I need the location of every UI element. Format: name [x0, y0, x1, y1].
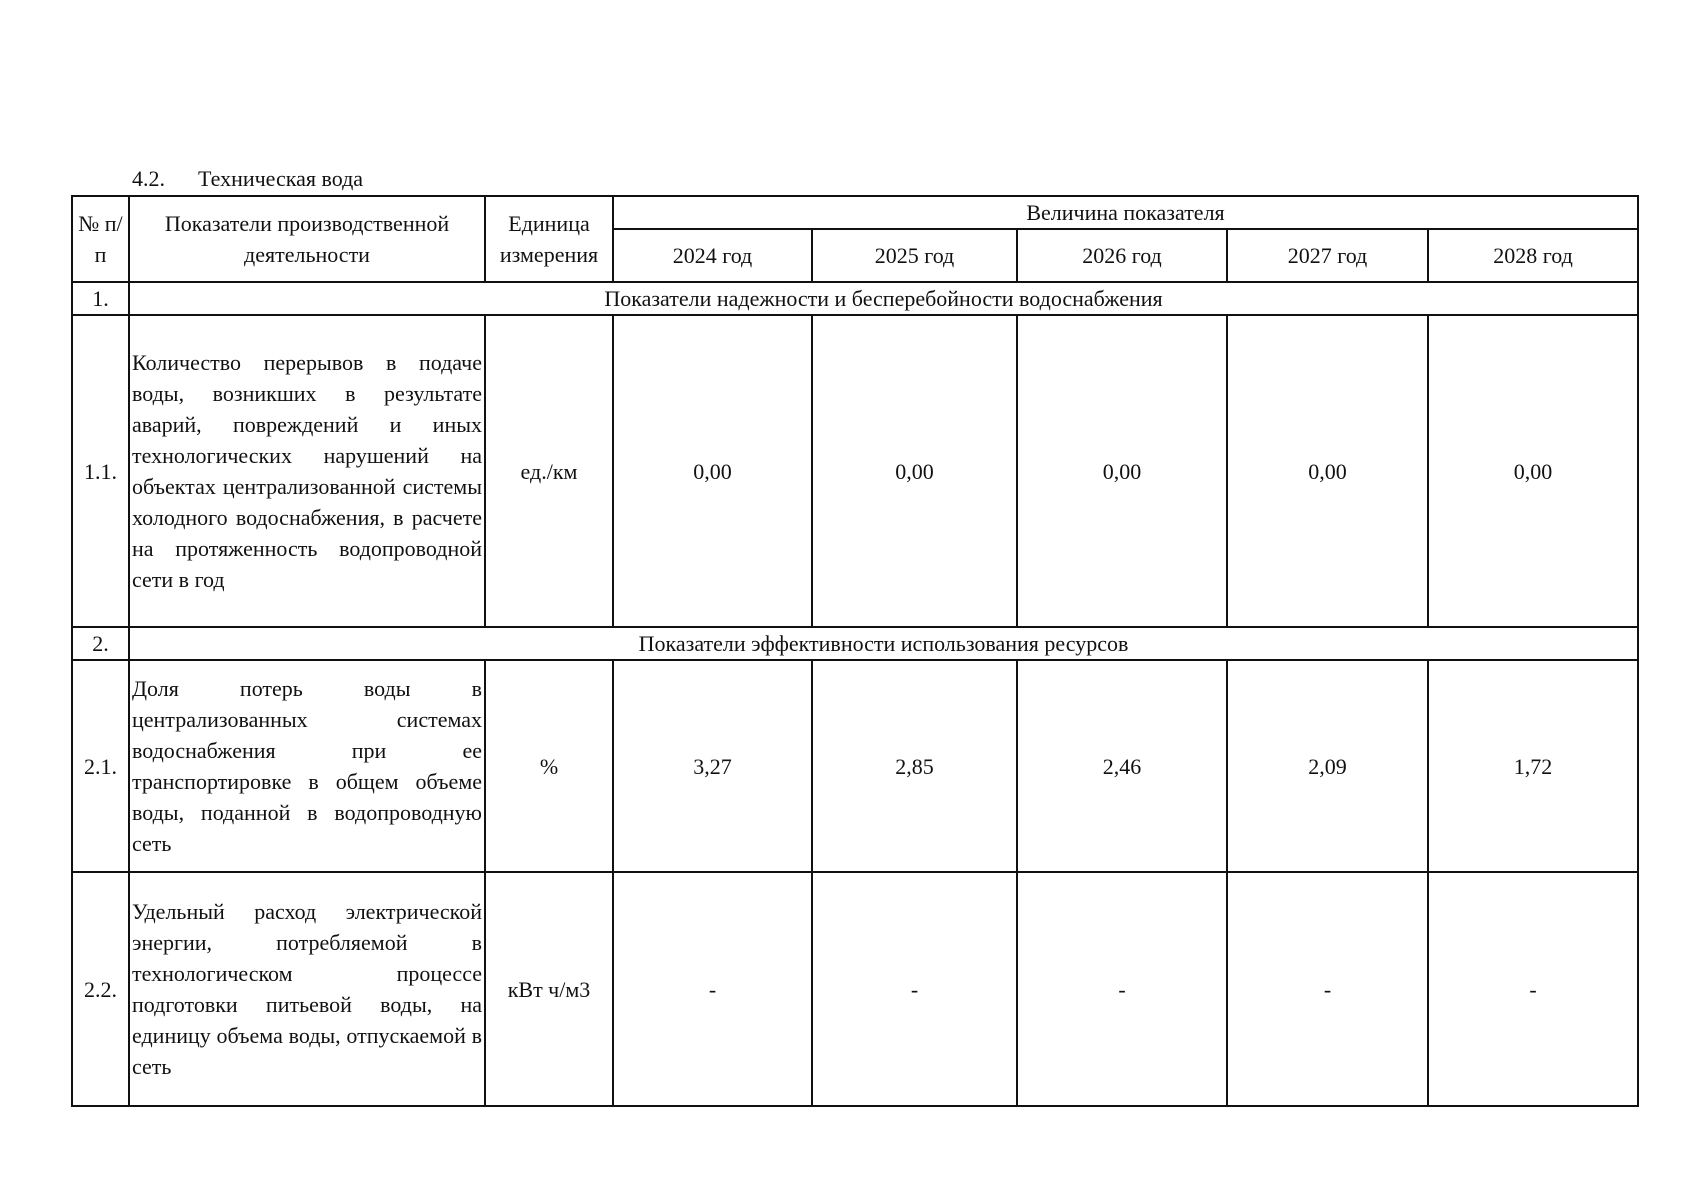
row-unit: ед./км — [485, 315, 613, 627]
row-value: - — [1227, 872, 1428, 1106]
row-value: - — [613, 872, 812, 1106]
table-row — [72, 315, 1638, 627]
row-value: 0,00 — [1017, 315, 1227, 627]
row-value: 1,72 — [1428, 660, 1638, 872]
row-value: 0,00 — [613, 315, 812, 627]
row-value: 2,46 — [1017, 660, 1227, 872]
header-value-group: Величина показателя — [613, 196, 1638, 229]
header-year: 2026 год — [1017, 229, 1227, 282]
row-indicator: Доля потерь воды в централизованных системах водоснабжения при ее транспортировке в общем объеме воды, поданной в водопроводную сеть — [129, 660, 485, 872]
header-year: 2025 год — [812, 229, 1017, 282]
row-unit: % — [485, 660, 613, 872]
table-row — [72, 872, 1638, 1106]
row-value: 0,00 — [1428, 315, 1638, 627]
row-value: 3,27 — [613, 660, 812, 872]
row-num: 2.2. — [72, 872, 129, 1106]
section-row — [72, 627, 1638, 660]
header-indicator: Показатели производственной деятельности — [129, 196, 485, 282]
section-title: Техническая вода — [198, 166, 364, 191]
section-row — [72, 282, 1638, 315]
row-num: 2.1. — [72, 660, 129, 872]
row-value: - — [812, 872, 1017, 1106]
row-indicator: Количество перерывов в подаче воды, возникших в результате аварий, повреждений и иных технологических нарушений на объектах централизованной системы холодного водоснабжения, в расчете на протяженность водопроводной сети в год — [129, 315, 485, 627]
header-row — [72, 196, 1638, 229]
row-num: 1.1. — [72, 315, 129, 627]
section-num: 1. — [72, 282, 129, 315]
row-indicator: Удельный расход электрической энергии, потребляемой в технологическом процессе подготовки питьевой воды, на единицу объема воды, отпускаемой в сеть — [129, 872, 485, 1106]
header-unit: Единица измерения — [485, 196, 613, 282]
section-num: 2. — [72, 627, 129, 660]
section-title: Показатели эффективности использования ресурсов — [129, 627, 1638, 660]
row-value: 0,00 — [812, 315, 1017, 627]
row-unit: кВт ч/м3 — [485, 872, 613, 1106]
indicators-table — [71, 195, 1639, 1107]
section-heading — [132, 166, 363, 192]
section-number: 4.2. — [132, 166, 165, 191]
row-value: 0,00 — [1227, 315, 1428, 627]
header-num: № п/п — [72, 196, 129, 282]
row-value: 2,09 — [1227, 660, 1428, 872]
header-year: 2027 год — [1227, 229, 1428, 282]
header-year: 2028 год — [1428, 229, 1638, 282]
row-value: - — [1428, 872, 1638, 1106]
section-title: Показатели надежности и бесперебойности водоснабжения — [129, 282, 1638, 315]
header-year: 2024 год — [613, 229, 812, 282]
row-value: - — [1017, 872, 1227, 1106]
row-value: 2,85 — [812, 660, 1017, 872]
table-row — [72, 660, 1638, 872]
